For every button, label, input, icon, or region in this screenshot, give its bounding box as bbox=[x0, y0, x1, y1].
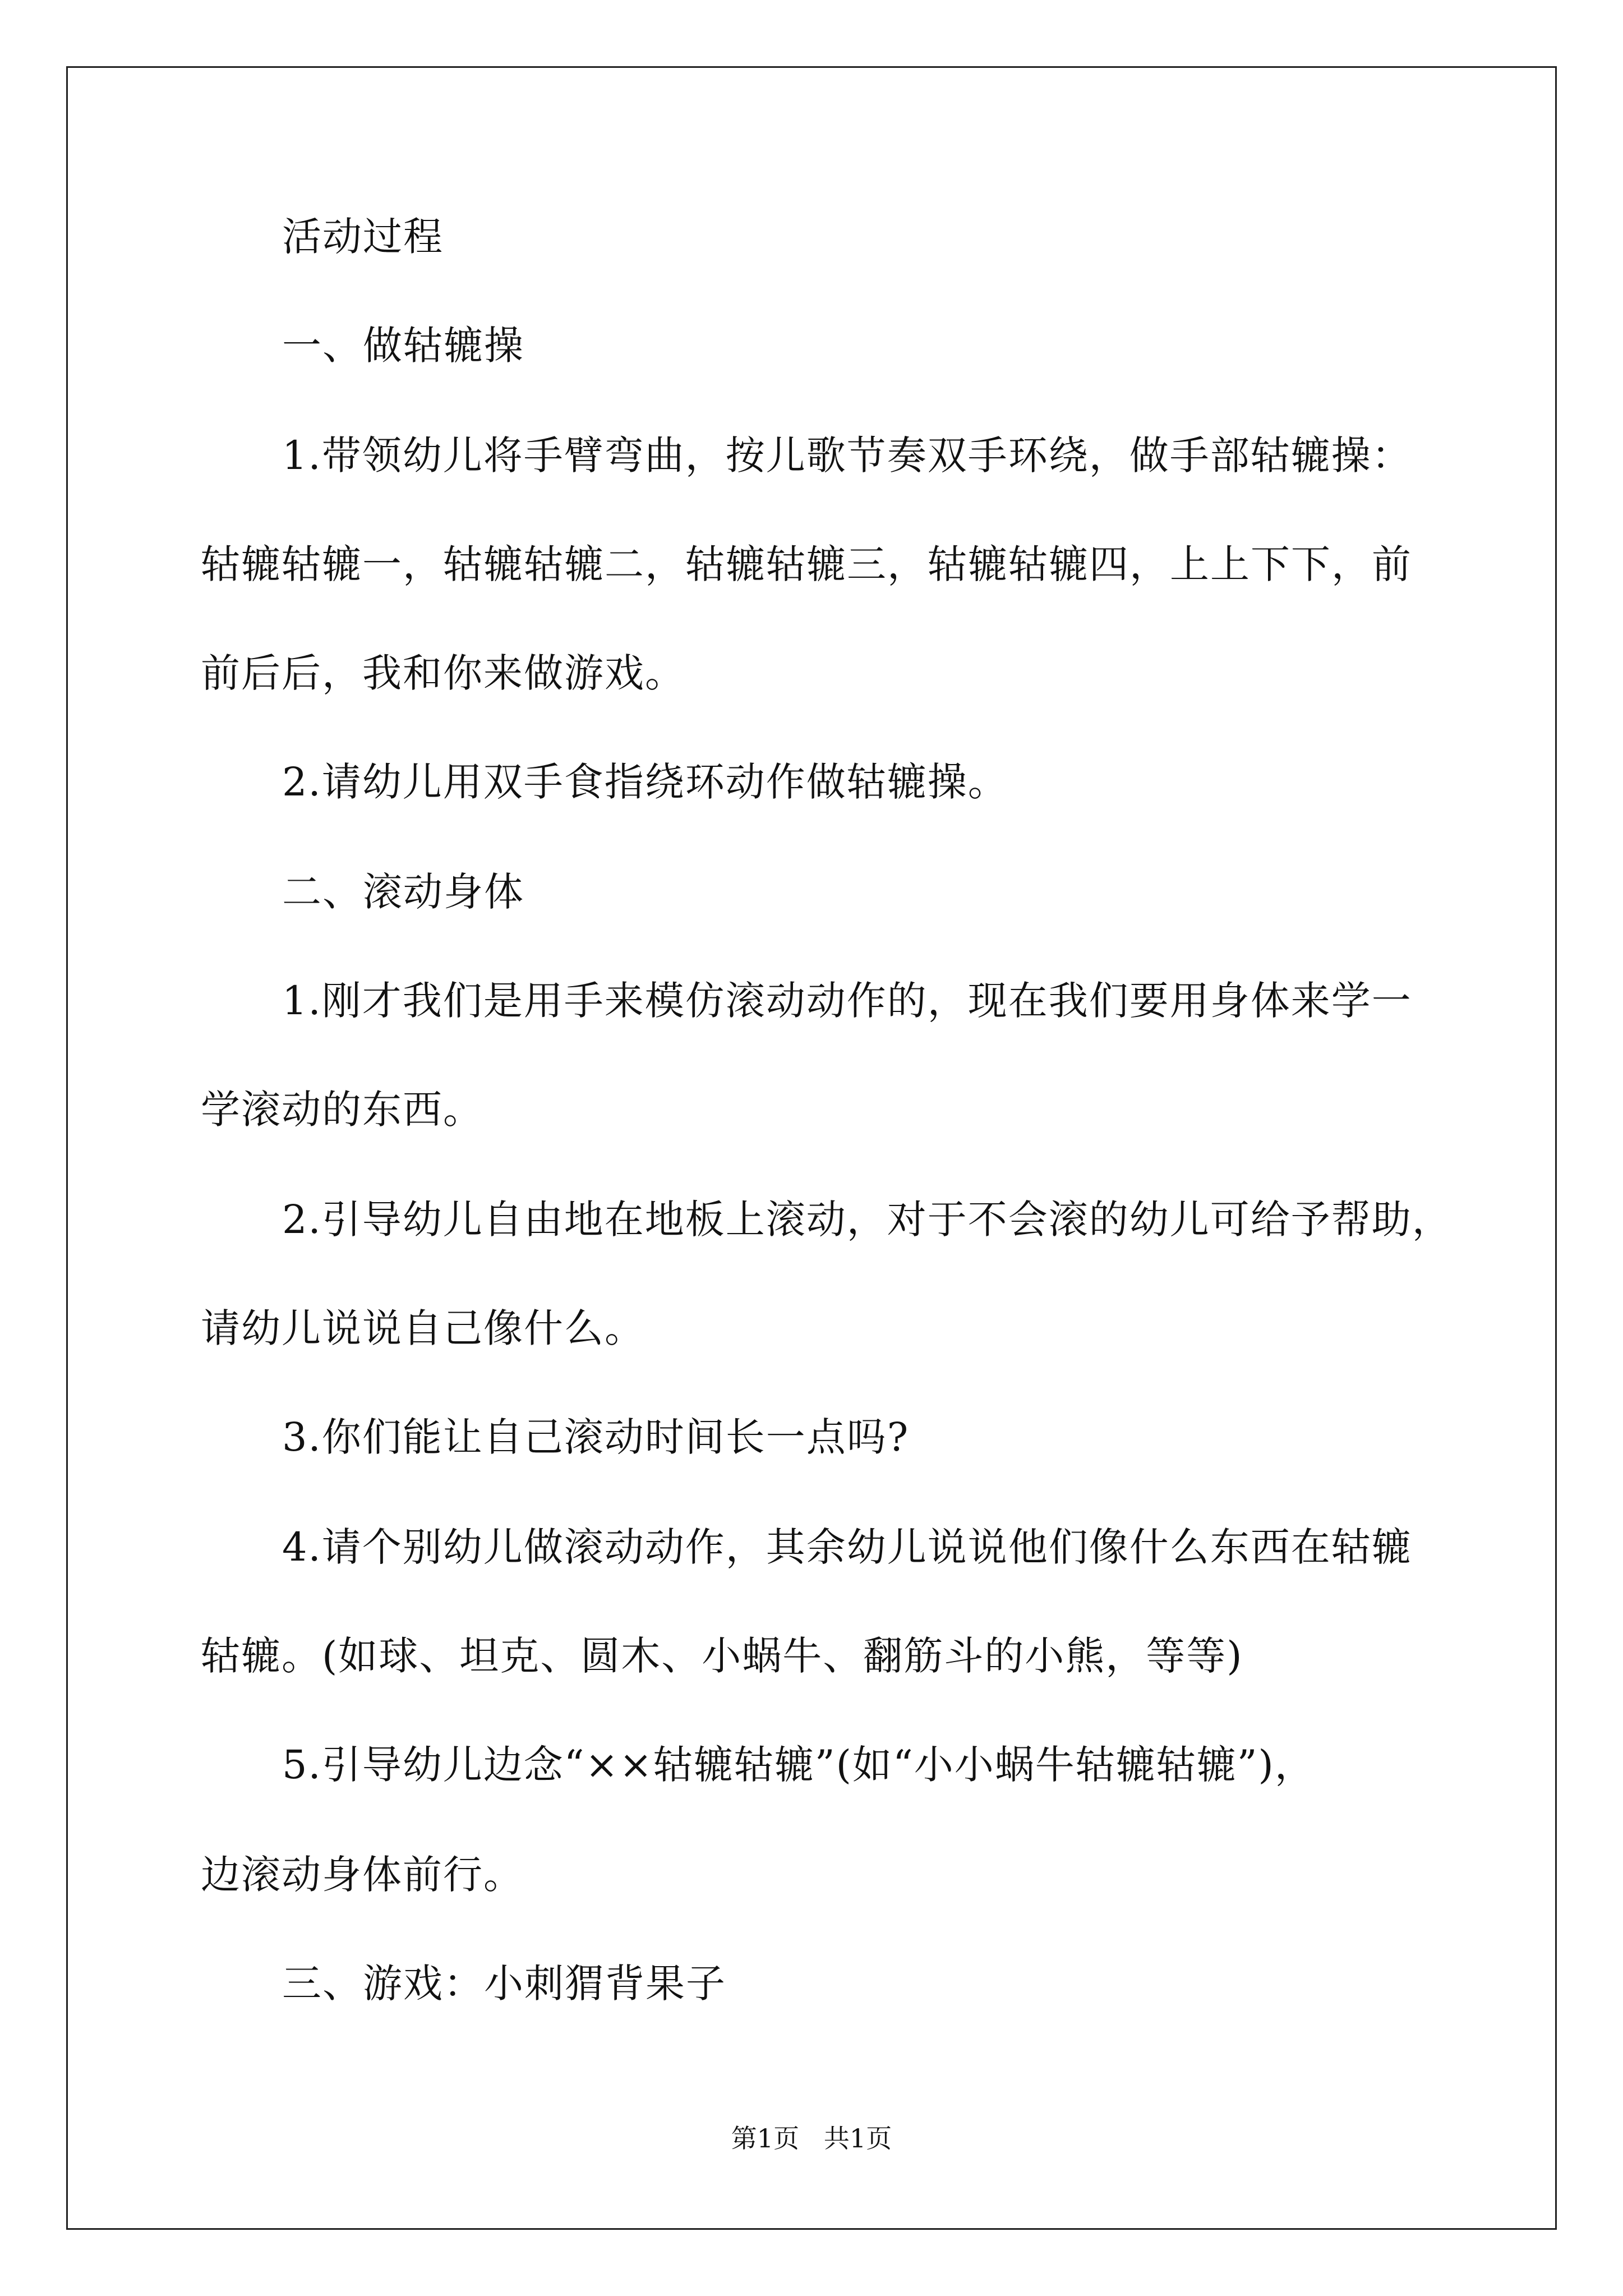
paragraph-line: 2.引导幼儿自由地在地板上滚动，对于不会滚的幼儿可给予帮助， bbox=[282, 1197, 1453, 1243]
paragraph-line: 前后后，我和你来做游戏。 bbox=[201, 650, 685, 696]
paragraph-line: 3.你们能让自己滚动时间长一点吗? bbox=[282, 1414, 910, 1460]
paragraph-line: 学滚动的东西。 bbox=[201, 1087, 483, 1133]
page-border bbox=[66, 66, 1557, 2230]
paragraph-line: 边滚动身体前行。 bbox=[201, 1852, 524, 1898]
paragraph-line: 1.刚才我们是用手来模仿滚动动作的，现在我们要用身体来学一 bbox=[282, 978, 1412, 1024]
paragraph-line: 2.请幼儿用双手食指绕环动作做轱辘操。 bbox=[282, 759, 1008, 805]
paragraph-line: 4.请个别幼儿做滚动动作，其余幼儿说说他们像什么东西在轱辘 bbox=[282, 1524, 1412, 1570]
section-title-activity-process: 活动过程 bbox=[282, 214, 444, 260]
paragraph-line: 轱辘轱辘一，轱辘轱辘二，轱辘轱辘三，轱辘轱辘四，上上下下，前 bbox=[201, 541, 1412, 587]
paragraph-line: 轱辘。(如球、坦克、圆木、小蜗牛、翻筋斗的小熊，等等) bbox=[201, 1633, 1243, 1679]
paragraph-line: 5.引导幼儿边念“××轱辘轱辘”(如“小小蜗牛轱辘轱辘”)， bbox=[282, 1742, 1315, 1788]
page-number-footer: 第1页 共1页 bbox=[731, 2123, 892, 2154]
heading-part-one: 一、做轱辘操 bbox=[282, 323, 524, 369]
paragraph-line: 请幼儿说说自己像什么。 bbox=[201, 1305, 645, 1351]
heading-part-three: 三、游戏：小刺猬背果子 bbox=[282, 1961, 726, 2007]
paragraph-line: 1.带领幼儿将手臂弯曲，按儿歌节奏双手环绕，做手部轱辘操： bbox=[282, 432, 1412, 478]
heading-part-two: 二、滚动身体 bbox=[282, 869, 524, 915]
